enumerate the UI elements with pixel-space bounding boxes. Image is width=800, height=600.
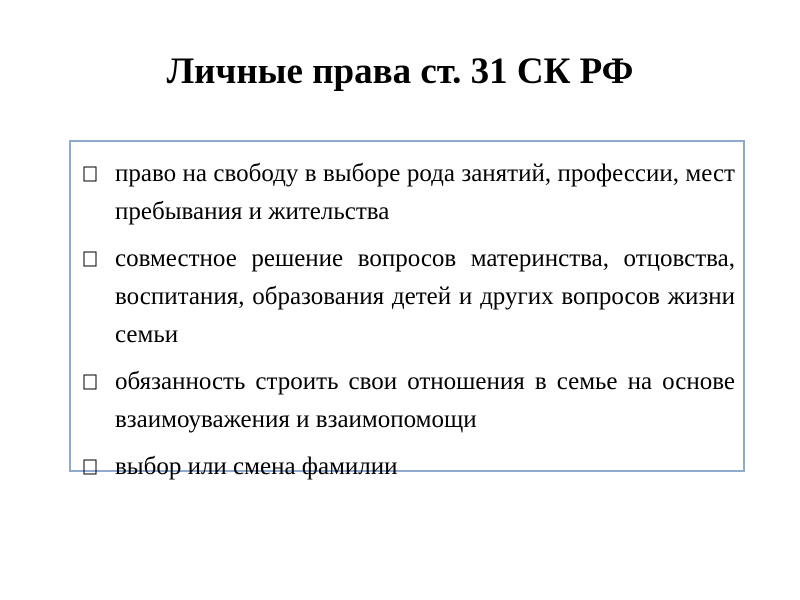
list-item-text: обязанность строить свои отношения в семье на основе взаимоуважения и взаимопомощи <box>115 368 735 433</box>
list-item <box>81 240 735 354</box>
list-item <box>81 363 735 439</box>
checkmark-bullet-icon <box>83 374 97 390</box>
list-item <box>81 155 735 231</box>
list-item-text: совместное решение вопросов материнства, отцовства, воспитания, образования детей и других вопросов жизни семьи <box>115 245 735 348</box>
list-item <box>81 448 735 486</box>
content-box <box>69 140 745 480</box>
slide-title: Личные права ст. 31 СК РФ <box>166 51 634 92</box>
checkmark-bullet-icon <box>83 251 97 267</box>
list-item-text: выбор или смена фамилии <box>115 453 398 480</box>
bullet-list <box>81 155 735 486</box>
checkmark-bullet-icon <box>83 166 97 182</box>
checkmark-bullet-icon <box>83 459 97 475</box>
list-item-text: право на свободу в выборе рода занятий, профессии, мест пребывания и жительства <box>115 160 735 225</box>
